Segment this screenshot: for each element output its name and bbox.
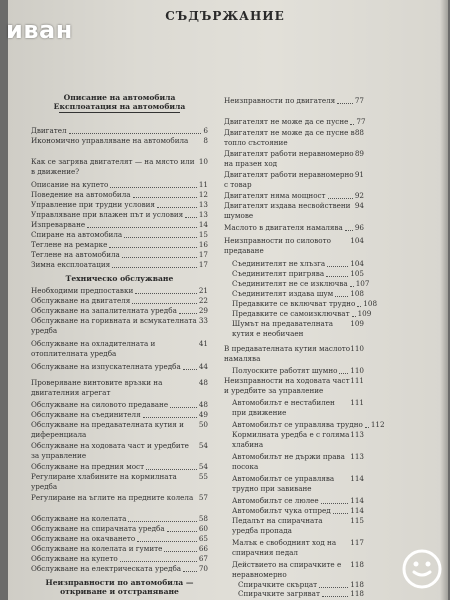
toc-entry: 88 Двигателят не може да се пусне в топло състояние bbox=[224, 128, 364, 147]
toc-entry: 33 Обслужване на горивната и всмукателната уредба bbox=[31, 316, 208, 335]
toc-entry: Обслужване на колелата и гумите 66 bbox=[31, 544, 208, 553]
toc-entry: 8 Икономично управляване на автомобила bbox=[31, 136, 208, 145]
toc-entry: Неизправности по двигателя 77 bbox=[224, 96, 364, 105]
toc-entry: 89 Двигателят работи неравномерно на празен ход bbox=[224, 149, 364, 168]
toc-entry: Автомобилът се люлее 114 bbox=[232, 496, 364, 505]
toc-entry: Обслужване на електрическата уредба 70 bbox=[31, 564, 208, 573]
toc-entry: Изпреварване 14 bbox=[31, 220, 208, 229]
toc-entry: Описание на купето 11 bbox=[31, 180, 208, 189]
toc-entry: 57 Регулиране на ъглите на предните колела bbox=[31, 493, 208, 502]
toc-entry: 114 Автомобилът се управлява трудно при завиване bbox=[232, 474, 364, 493]
toc-entry: Обслужване на изпускателната уредба 44 bbox=[31, 362, 208, 371]
toc-entry: 41 Обслужване на охладителната и отоплителната уредба bbox=[31, 339, 208, 358]
toc-entry: Автомобилът се управлява трудно 112 bbox=[232, 420, 385, 429]
toc-entry: 91 Двигателят работи неравномерно с товар bbox=[224, 170, 364, 189]
toc-entry: 110 В предавателната кутия маслото намалява bbox=[224, 344, 364, 363]
toc-entry: Обслужване на купето 67 bbox=[31, 554, 208, 563]
toc-entry: Обслужване на съединителя 49 bbox=[31, 410, 208, 419]
toc-entry: 111 Автомобилът е нестабилен при движение bbox=[232, 398, 364, 417]
toc-entry: Обслужване на окачването 65 bbox=[31, 534, 208, 543]
toc-entry: 113 Автомобилът не държи права посока bbox=[232, 452, 364, 471]
toc-entry: 115 Педалът на спирачната уредба пропада bbox=[232, 516, 364, 535]
toc-entry: Съединителят издава шум 108 bbox=[232, 289, 364, 298]
section-heading-maintenance: Техническо обслужване bbox=[65, 274, 174, 283]
toc-entry: 109 Шумът на предавателната кутия е необичаен bbox=[232, 319, 364, 338]
page-edge-shadow bbox=[440, 0, 448, 600]
toc-entry: Двигателят не може да се пусне 77 bbox=[224, 117, 366, 126]
toc-entry: Двигател 6 bbox=[31, 126, 208, 135]
toc-entry: Управляване при влажен път и условия 13 bbox=[31, 210, 208, 219]
toc-entry: Спиране на автомобила 15 bbox=[31, 230, 208, 239]
section-heading-faults: Неизправности по автомобила — откриване и отстраняване bbox=[45, 578, 194, 596]
toc-entry: Предавките се самоизключват 109 bbox=[232, 309, 372, 318]
toc-entry: Обслужване на запалителната уредба 29 bbox=[31, 306, 208, 315]
toc-entry: Съединителят не хлъзга 104 bbox=[232, 259, 364, 268]
watermark-username: иван bbox=[6, 16, 73, 44]
toc-entry: 104 Неизправности по силовото предаване bbox=[224, 236, 364, 255]
toc-entry: 117 Малък е свободният ход на спирачния педал bbox=[232, 538, 364, 557]
toc-entry: 50 Обслужване на предавателната кутия и диференциала bbox=[31, 420, 208, 439]
toc-entry: Спирачките загряват 118 bbox=[238, 589, 364, 598]
toc-entry: Теглене на автомобила 17 bbox=[31, 250, 208, 259]
page-title: СЪДЪРЖАНИЕ bbox=[165, 9, 285, 23]
toc-entry: Обслужване на двигателя 22 bbox=[31, 296, 208, 305]
toc-entry: Обслужване на колелата 58 bbox=[31, 514, 208, 523]
marketplace-logo-icon bbox=[400, 548, 444, 590]
toc-entry: Управление при трудни условия 13 bbox=[31, 200, 208, 209]
toc-entry: Теглене на ремарке 16 bbox=[31, 240, 208, 249]
toc-entry: 55 Регулиране хлабините на кормилната уредба bbox=[31, 472, 208, 491]
toc-entry: Двигателят няма мощност 92 bbox=[224, 191, 364, 200]
toc-entry: Поведение на автомобила 12 bbox=[31, 190, 208, 199]
toc-entry: Спирачките скърцат 118 bbox=[238, 580, 364, 589]
toc-entry: Зимна експлоатация 17 bbox=[31, 260, 208, 269]
toc-entry: Обслужване на предния мост 54 bbox=[31, 462, 208, 471]
toc-entry: Обслужване на спирачната уредба 60 bbox=[31, 524, 208, 533]
toc-entry: Съединителят пригрява 105 bbox=[232, 269, 364, 278]
toc-entry: 111 Неизправности на ходовата част и уредбите за управление bbox=[224, 376, 364, 395]
toc-entry: Маслото в двигателя намалява 96 bbox=[224, 223, 364, 232]
section-heading-description: Описание на автомобила Експлоатация на автомобила bbox=[53, 93, 186, 111]
toc-entry: 10 Как се загрява двигателят — на място или в движение? bbox=[31, 157, 208, 176]
toc-entry: 54 Обслужване на ходовата част и уредбите за управление bbox=[31, 441, 208, 460]
toc-entry: 94 Двигателят издава несвойствени шумове bbox=[224, 201, 364, 220]
toc-entry: Предавките се включват трудно 108 bbox=[232, 299, 378, 308]
section-underline bbox=[59, 112, 180, 113]
toc-entry: Автомобилът чука отпред 114 bbox=[232, 506, 364, 515]
toc-entry: 48 Проверяване винтовите връзки на двигателния агрегат bbox=[31, 378, 208, 397]
toc-entry: 113 Кормилната уредба е с голяма хлабина bbox=[232, 430, 364, 449]
toc-entry: Обслужване на силовото предаване 48 bbox=[31, 400, 208, 409]
toc-entry: Съединителят не се изключва 107 bbox=[232, 279, 370, 288]
toc-entry: 118 Действието на спирачките е неравномерно bbox=[232, 560, 364, 579]
toc-entry: Полуоските работят шумно 110 bbox=[232, 366, 364, 375]
toc-entry: Необходими предпоставки 21 bbox=[31, 286, 208, 295]
